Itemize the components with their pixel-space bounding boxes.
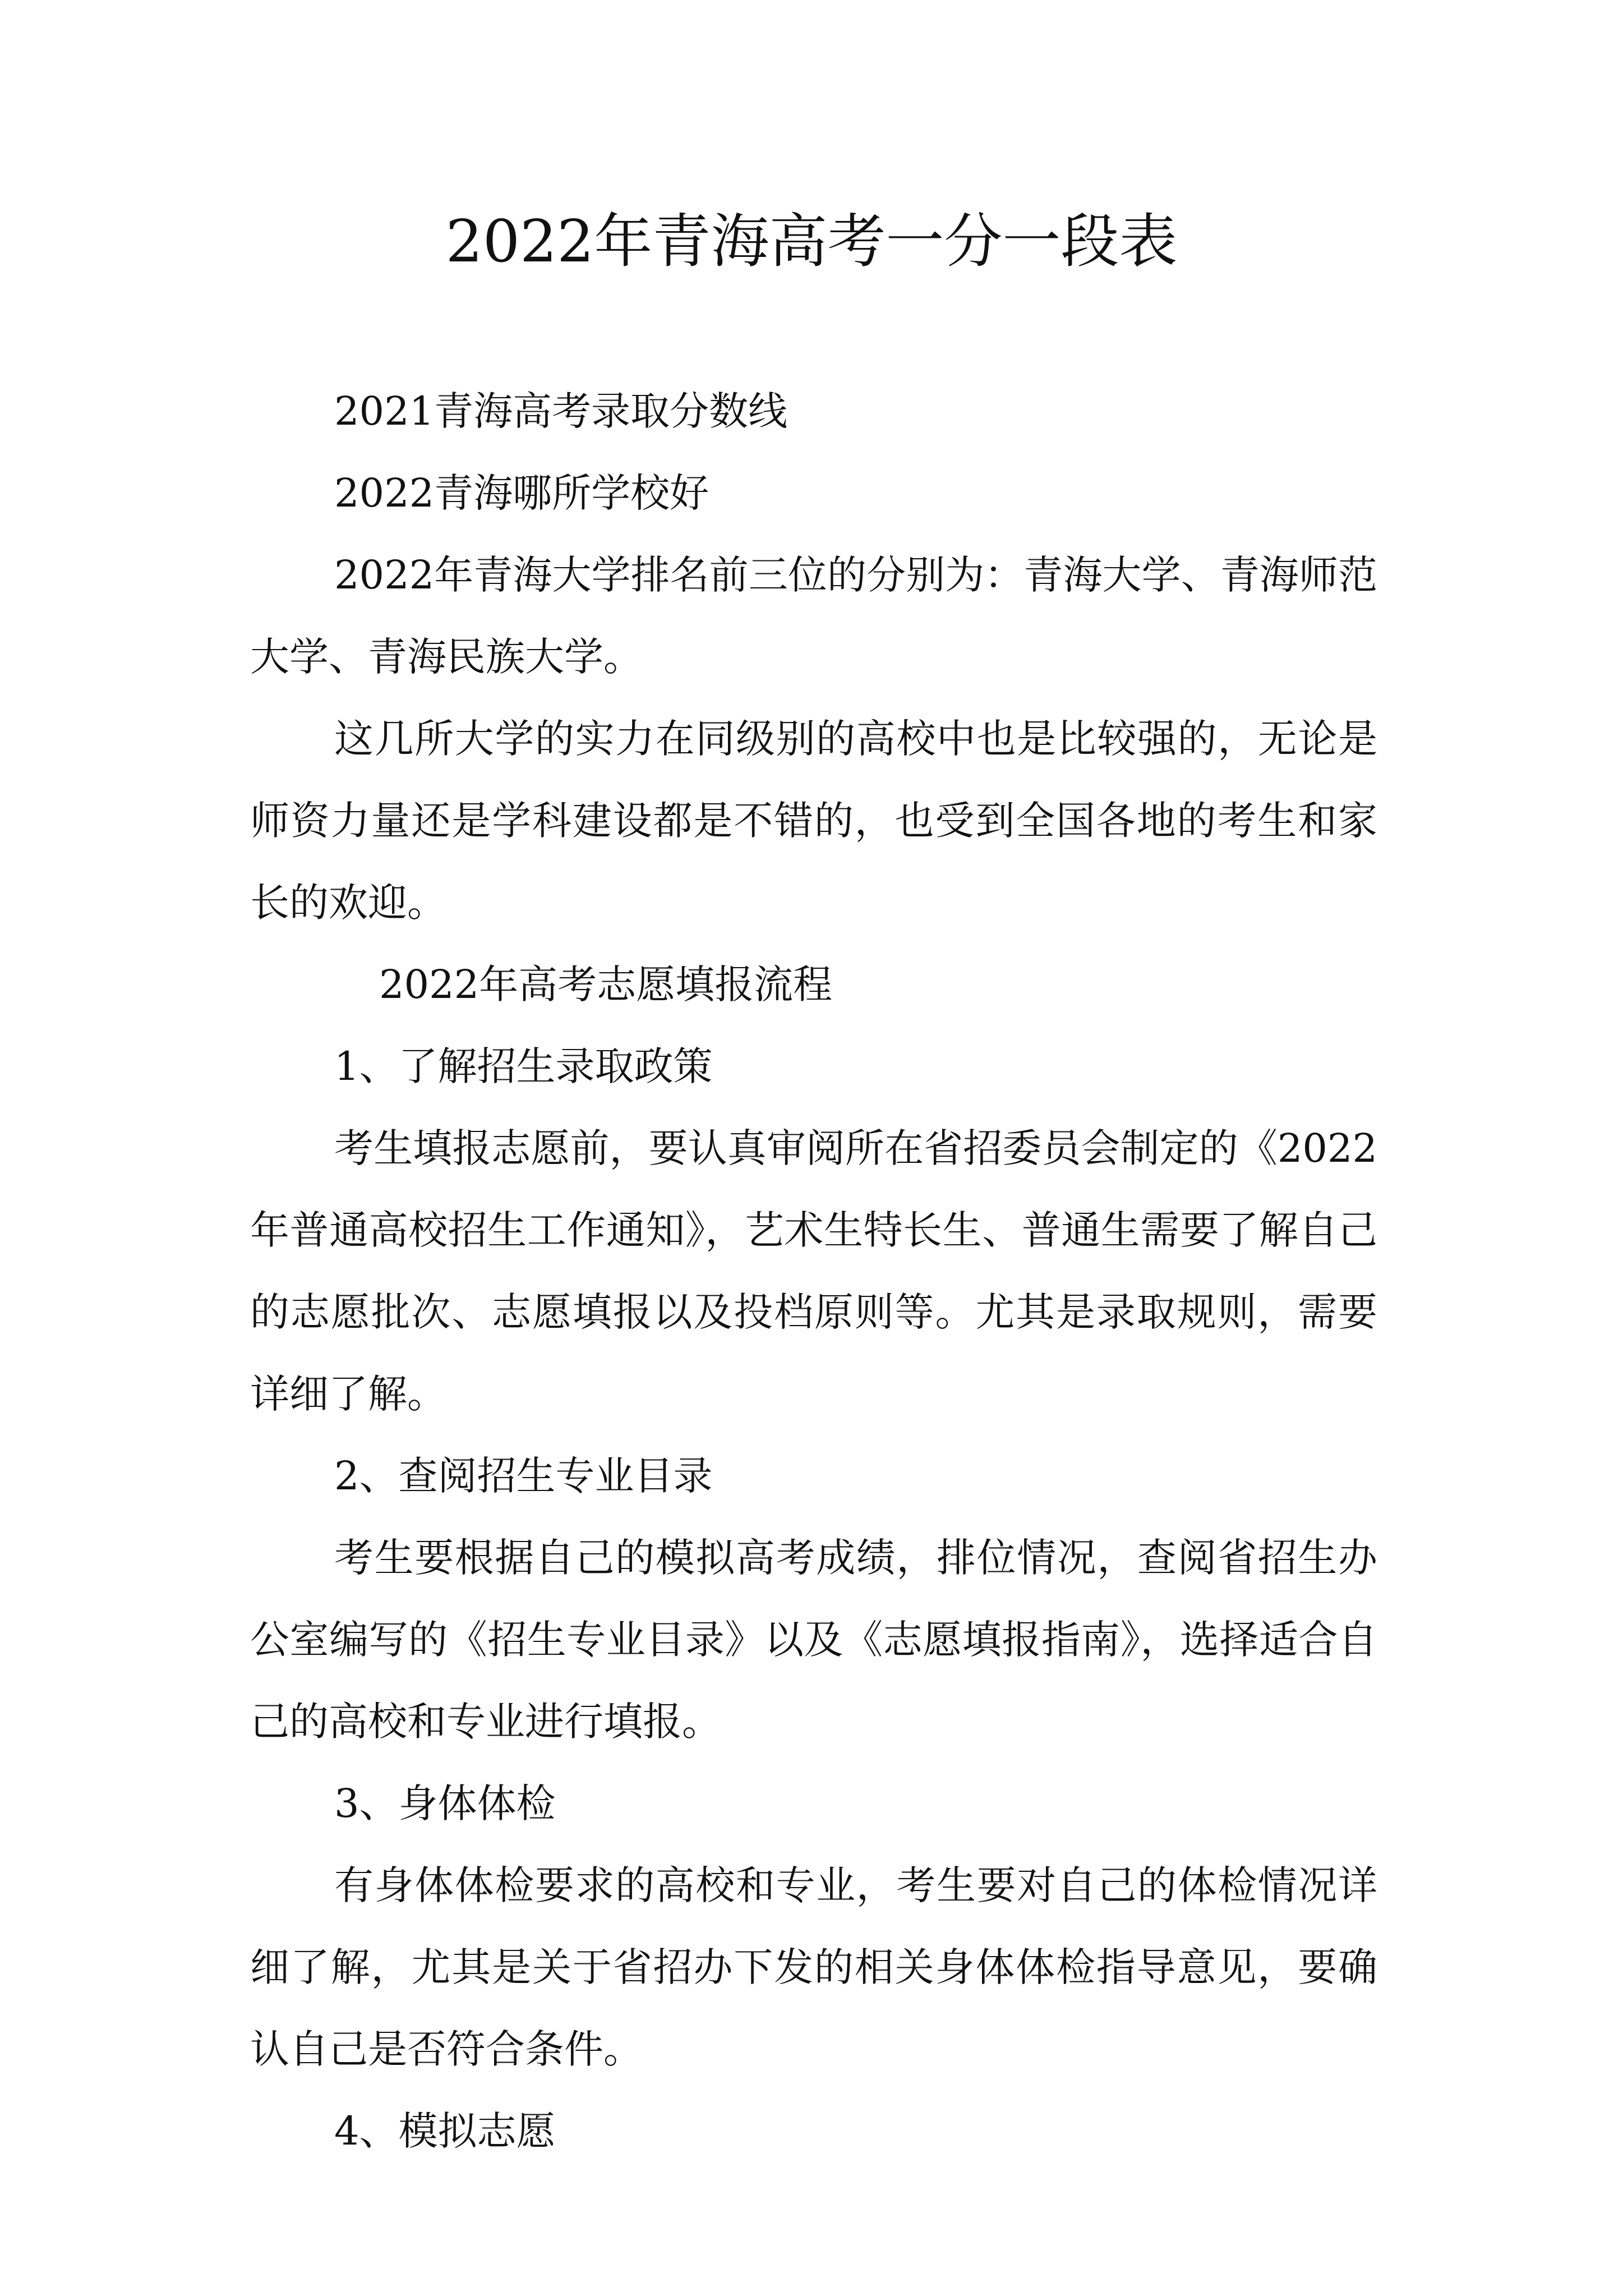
paragraph: 2022年青海大学排名前三位的分别为：青海大学、青海师范大学、青海民族大学。 bbox=[250, 552, 1377, 680]
paragraph-link-2022-schools: 2022青海哪所学校好 bbox=[334, 470, 709, 516]
paragraph: 考生填报志愿前，要认真审阅所在省招委员会制定的《2022年普通高校招生工作通知》，艺术生特长生、普通生需要了解自己的志愿批次、志愿填报以及投档原则等。尤其是录取规则，需要详细了解。 bbox=[250, 1125, 1377, 1417]
paragraph-link-2021-scores: 2021青海高考录取分数线 bbox=[334, 388, 788, 434]
step-heading: 3、身体体检 bbox=[334, 1780, 556, 1826]
paragraph: 有身体体检要求的高校和专业，考生要对自己的体检情况详细了解，尤其是关于省招办下发的相关身体体检指导意见，要确认自己是否符合条件。 bbox=[250, 1862, 1377, 2072]
page-title: 2022年青海高考一分一段表 bbox=[445, 207, 1178, 275]
step-heading: 2、查阅招生专业目录 bbox=[334, 1453, 713, 1499]
step-heading: 1、了解招生录取政策 bbox=[334, 1043, 713, 1089]
paragraph: 考生要根据自己的模拟高考成绩，排位情况，查阅省招生办公室编写的《招生专业目录》以及《志愿填报指南》，选择适合自己的高校和专业进行填报。 bbox=[250, 1535, 1377, 1745]
document-body bbox=[250, 370, 1377, 2172]
section-heading: 2022年高考志愿填报流程 bbox=[379, 961, 833, 1007]
step-heading: 4、模拟志愿 bbox=[334, 2108, 556, 2154]
paragraph: 这几所大学的实力在同级别的高校中也是比较强的，无论是师资力量还是学科建设都是不错的，也受到全国各地的考生和家长的欢迎。 bbox=[250, 716, 1377, 926]
